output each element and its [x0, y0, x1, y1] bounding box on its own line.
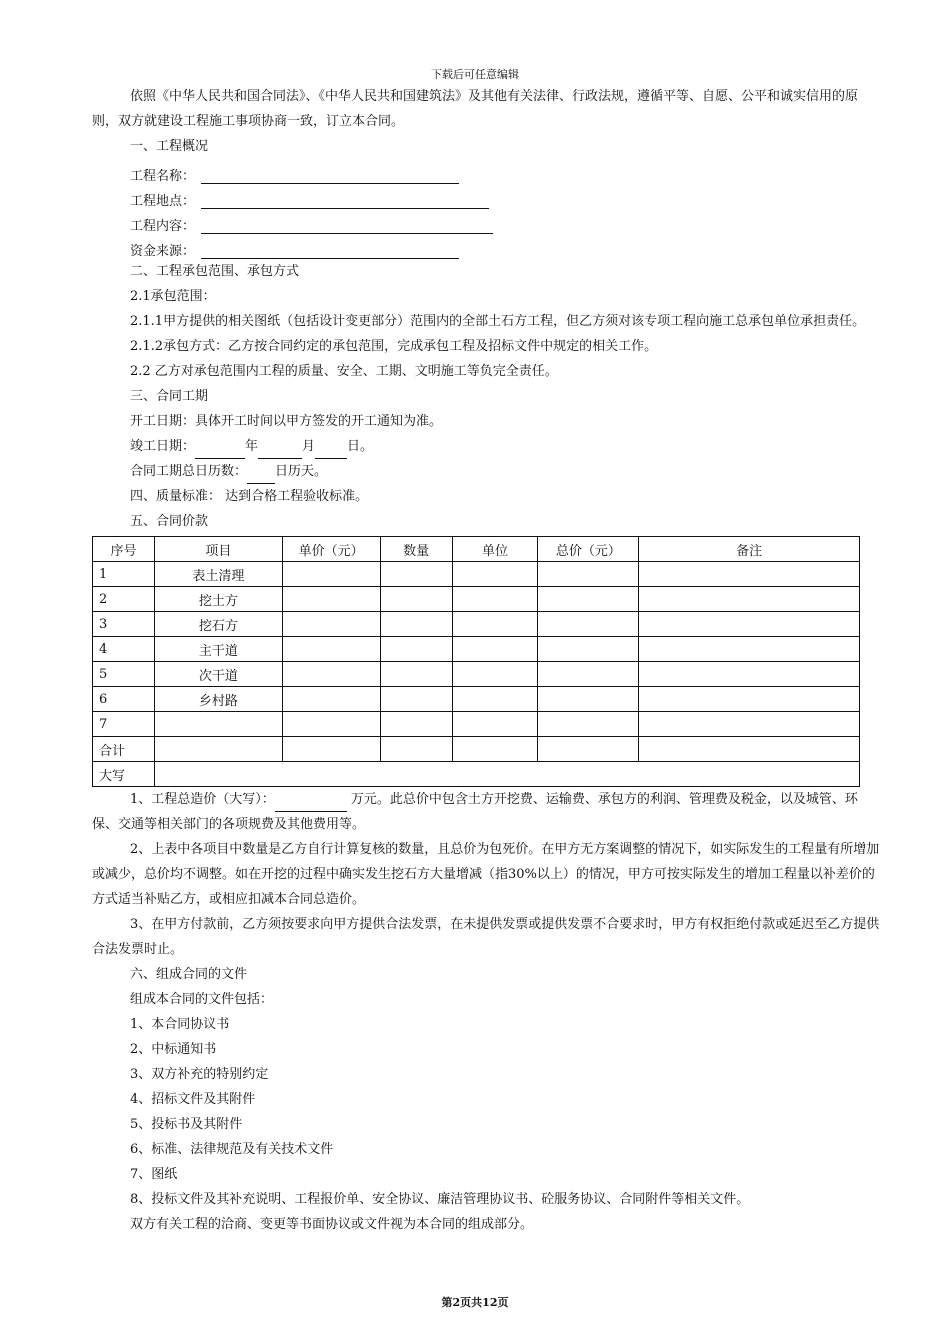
clause-2-1-1: 2.1.1甲方提供的相关图纸（包括设计变更部分）范围内的全部土石方工程，但乙方须对该专项工程向施工总承包单位承担责任。: [130, 314, 866, 329]
price-note-3: 3、在甲方付款前，乙方须按要求向甲方提供合法发票，在未提供发票或提供发票不合要求时，甲方有权拒绝付款或延迟至乙方提供合法发票时止。: [92, 917, 880, 957]
section2-title: 二、工程承包范围、承包方式: [130, 264, 300, 279]
section6-title: 六、组成合同的文件: [130, 967, 248, 982]
section4-quality: 四、质量标准： 达到合格工程验收标准。: [130, 489, 369, 504]
col-header: 备注: [639, 537, 860, 562]
clause-2-1: 2.1承包范围：: [130, 289, 216, 304]
col-header: 序号: [93, 537, 155, 562]
contract-body: [92, 84, 882, 1237]
clause-2-1-2: 2.1.2承包方式：乙方按合同约定的承包范围，完成承包工程及招标文件中规定的相关工作。: [130, 339, 658, 354]
field-project-content: 工程内容：: [92, 209, 882, 234]
table-row: 5 次干道: [93, 662, 860, 687]
col-header: 数量: [380, 537, 452, 562]
day-blank[interactable]: [315, 443, 347, 459]
page-header: 下载后可任意编辑: [431, 68, 519, 81]
field-project-location: 工程地点：: [92, 184, 882, 209]
list-item: 5、投标书及其附件: [130, 1117, 243, 1132]
list-item: 2、中标通知书: [130, 1042, 217, 1057]
total-price-blank[interactable]: [275, 796, 347, 812]
list-item: 7、图纸: [130, 1167, 178, 1182]
project-location-blank[interactable]: [201, 192, 489, 209]
section6-lead: 组成本合同的文件包括：: [130, 992, 274, 1007]
project-name-blank[interactable]: [201, 167, 459, 184]
table-row: 2 挖土方: [93, 587, 860, 612]
table-daxie-row: 大写: [93, 762, 860, 787]
price-note-2: 2、上表中各项目中数量是乙方自行计算复核的数量，且总价为包死价。在甲方无方案调整的情况下，如实际发生的工程量有所增加或减少，总价均不调整。如在开挖的过程中确实发生挖石方大量增减（指30%以上）的情况，甲方可按实际发生的增加工程量以补差价的方式适当补贴乙方，或相应扣减本合同总造价。: [92, 842, 880, 907]
section5-title: 五、合同价款: [130, 514, 209, 529]
daxie-cell[interactable]: [154, 762, 859, 787]
section1-title: 一、工程概况: [130, 139, 209, 154]
col-header: 单位: [452, 537, 538, 562]
table-header-row: [93, 537, 860, 562]
section6-closing: 双方有关工程的洽商、变更等书面协议或文件视为本合同的组成部分。: [130, 1217, 534, 1232]
list-item: 3、双方补充的特别约定: [130, 1067, 269, 1082]
col-header: 单价（元）: [282, 537, 380, 562]
table-row: 3 挖石方: [93, 612, 860, 637]
table-total-row: 合计: [93, 737, 860, 762]
intro-paragraph: 依照《中华人民共和国合同法》、《中华人民共和国建筑法》及其他有关法律、行政法规，遵循平等、自愿、公平和诚实信用的原则，双方就建设工程施工事项协商一致，订立本合同。: [92, 89, 859, 129]
section3-title: 三、合同工期: [130, 389, 209, 404]
price-note-1: 1、工程总造价（大写）： 万元。此总价中包含土方开挖费、运输费、承包方的利润、管理费及税金，以及城管、环保、交通等相关部门的各项规费及其他费用等。: [92, 792, 858, 832]
price-table: [92, 536, 860, 787]
page-number: 第2页共12页: [441, 1296, 509, 1309]
table-row: 4 主干道: [93, 637, 860, 662]
list-item: 6、标准、法律规范及有关技术文件: [130, 1142, 334, 1157]
year-blank[interactable]: [195, 443, 245, 459]
month-blank[interactable]: [258, 443, 302, 459]
start-date-line: 开工日期：具体开工时间以甲方签发的开工通知为准。: [130, 414, 443, 429]
col-header: 总价（元）: [538, 537, 639, 562]
total-days-blank[interactable]: [247, 468, 275, 484]
table-row: 6 乡村路: [93, 687, 860, 712]
project-content-blank[interactable]: [201, 217, 493, 234]
col-header: 项目: [154, 537, 282, 562]
list-item: 1、本合同协议书: [130, 1017, 230, 1032]
table-row: 7: [93, 712, 860, 737]
list-item: 8、投标文件及其补充说明、工程报价单、安全协议、廉洁管理协议书、砼服务协议、合同附件等相关文件。: [130, 1192, 750, 1207]
table-row: 1 表土清理: [93, 562, 860, 587]
field-funding-source: 资金来源：: [92, 234, 882, 259]
total-days-line: 合同工期总日历数： 日历天。: [92, 459, 882, 484]
completion-date-line: 竣工日期： 年 月 日。: [92, 434, 882, 459]
field-project-name: 工程名称：: [92, 159, 882, 184]
funding-source-blank[interactable]: [201, 242, 459, 259]
clause-2-2: 2.2 乙方对承包范围内工程的质量、安全、工期、文明施工等负完全责任。: [130, 364, 558, 379]
list-item: 4、招标文件及其附件: [130, 1092, 256, 1107]
